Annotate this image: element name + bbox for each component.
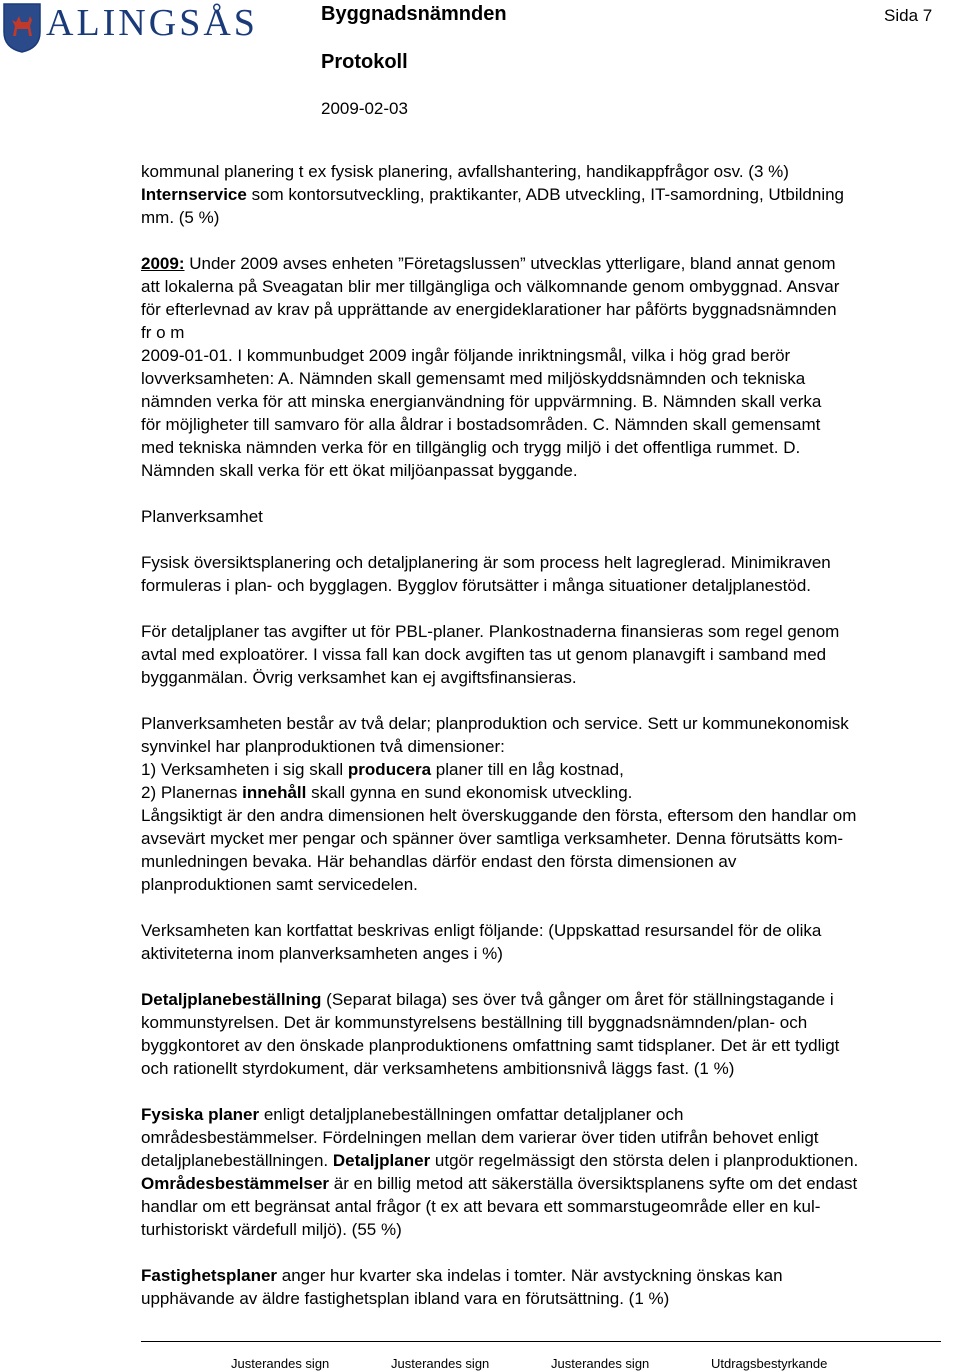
bold-term: Detaljplaner [332,1151,431,1170]
text-line: Långsiktigt är den andra dimensionen helt överskuggande den första, eftersom den handlar om [141,806,857,825]
text-line: formuleras i plan- och bygglagen. Bygglov förutsätter i många situationer detaljplanestöd. [141,576,811,595]
document-type: Protokoll [321,51,408,73]
footer-divider [141,1341,941,1342]
text-line: med tekniska nämnden verka för en tillgänglig och trygg miljö i det offentliga rummet. D. [141,438,801,457]
text-line [141,988,941,1011]
footer-sign-label: Justerandes sign [551,1356,650,1371]
text-span: utgör regelmässigt den största delen i planproduktionen. [430,1151,859,1170]
text-line: 2009-01-01. I kommunbudget 2009 ingår följande inriktningsmål, vilka i hög grad berör [141,346,791,365]
section-heading: Planverksamhet [141,507,263,526]
text-line [141,1103,941,1126]
text-line: för möjligheter till samvaro för alla åldrar i bostadsområden. C. Nämnden skall gemensamt [141,415,821,434]
text-line: Fysisk översiktsplanering och detaljplanering är som process helt lagreglerad. Minimikraven [141,553,831,572]
text-line: mm. (5 %) [141,208,220,227]
text-line: nämnden verka för att minska energianvändning för uppvärmning. B. Nämnden skall verka [141,392,822,411]
text-line [141,1172,941,1195]
bold-term: Fysiska planer [141,1105,260,1124]
text-line [141,252,941,275]
logo-wordmark: ALINGSÅS [46,2,258,44]
text-span: (Separat bilaga) ses över två gånger om året för ställningstagande i [321,990,834,1009]
footer-certification-label: Utdragsbestyrkande [711,1356,828,1371]
text-span: detaljplanebeställningen. [141,1151,333,1170]
text-span: som kontorsutveckling, praktikanter, ADB utveckling, IT-samordning, Utbildning [246,185,845,204]
text-span: 2) Planernas [141,783,243,802]
text-line: Verksamheten kan kortfattat beskrivas enligt följande: (Uppskattad resursandel för de olika [141,921,822,940]
text-line: Nämnden skall verka för ett ökat miljöanpassat byggande. [141,461,578,480]
text-line: planproduktionen samt servicedelen. [141,875,418,894]
text-line: områdesbestämmelser. Fördelningen mellan dem varierar över tiden utifrån behovet enligt [141,1128,819,1147]
text-line: och rationellt styrdokument, där verksamhetens ambitionsnivå läggs fast. (1 %) [141,1059,735,1078]
text-line: aktiviteterna inom planverksamheten anges i %) [141,944,503,963]
bold-term: Internservice [141,185,247,204]
text-span: är en billig metod att säkerställa översiktsplanens syfte om det endast [329,1174,858,1193]
text-span: enligt detaljplanebeställningen omfattar detaljplaner och [259,1105,684,1124]
bold-term: Fastighetsplaner [141,1266,278,1285]
text-line: För detaljplaner tas avgifter ut för PBL-planer. Plankostnaderna finansieras som regel genom [141,622,840,641]
bold-term: innehåll [242,783,307,802]
text-line: bygganmälan. Övrig verksamhet kan ej avgiftsfinansieras. [141,668,577,687]
text-line: avtal med exploatörer. I vissa fall kan dock avgiften tas ut genom planavgift i samband med [141,645,827,664]
organization-name: Byggnadsnämnden [321,3,507,25]
footer-sign-label: Justerandes sign [391,1356,490,1371]
text-line: upphävande av äldre fastighetsplan ibland vara en förutsättning. (1 %) [141,1289,670,1308]
text-line: för efterlevnad av krav på upprättande av energideklarationer har påförts byggnadsnämnden [141,300,837,319]
text-span: Under 2009 avses enheten ”Företagslussen” utvecklas ytterligare, bland annat genom [184,254,836,273]
bold-term: producera [347,760,432,779]
protocol-body [141,160,941,1310]
list-item [141,758,941,781]
text-line: handlar om ett begränsat antal frågor (t ex att bevara ett sommarstugeområde eller en kul- [141,1197,821,1216]
text-span: 1) Verksamheten i sig skall [141,760,348,779]
bold-term: Områdesbestämmelser [141,1174,330,1193]
text-line: att lokalerna på Sveagatan blir mer tillgängliga och välkomnande genom ombyggnad. Ansvar [141,277,840,296]
year-label: 2009: [141,254,185,273]
bold-term: Detaljplanebeställning [141,990,322,1009]
text-line [141,183,941,206]
text-line [141,1264,941,1287]
coat-of-arms-icon [2,2,42,54]
text-line: turhistoriskt värdefull miljö). (55 %) [141,1220,402,1239]
text-line: munledningen bevaka. Här behandlas därför endast den första dimensionen av [141,852,737,871]
text-line [141,1149,941,1172]
text-line: byggkontoret av den önskade planproduktionens omfattning samt tidsplaner. Det är ett tydligt [141,1036,840,1055]
text-line: Planverksamheten består av två delar; planproduktion och service. Sett ur kommunekonomisk [141,714,849,733]
page-number: Sida 7 [884,6,933,25]
list-item [141,781,941,804]
text-line: avsevärt mycket mer pengar och spänner över samtliga verksamheter. Denna förutsätts kom- [141,829,844,848]
text-line: kommunal planering t ex fysisk planering, avfallshantering, handikappfrågor osv. (3 %) [141,162,789,181]
text-line: synvinkel har planproduktionen två dimensioner: [141,737,505,756]
text-line: kommunstyrelsen. Det är kommunstyrelsens beställning till byggnadsnämnden/plan- och [141,1013,808,1032]
footer-sign-label: Justerandes sign [231,1356,330,1371]
text-span: planer till en låg kostnad, [431,760,624,779]
meeting-date: 2009-02-03 [321,99,408,118]
text-line: lovverksamheten: A. Nämnden skall gemensamt med miljöskyddsnämnden och tekniska [141,369,806,388]
text-line: fr o m [141,323,185,342]
municipality-logo [0,0,258,60]
text-span: anger hur kvarter ska indelas i tomter. När avstyckning önskas kan [277,1266,783,1285]
text-span: skall gynna en sund ekonomisk utveckling. [306,783,633,802]
